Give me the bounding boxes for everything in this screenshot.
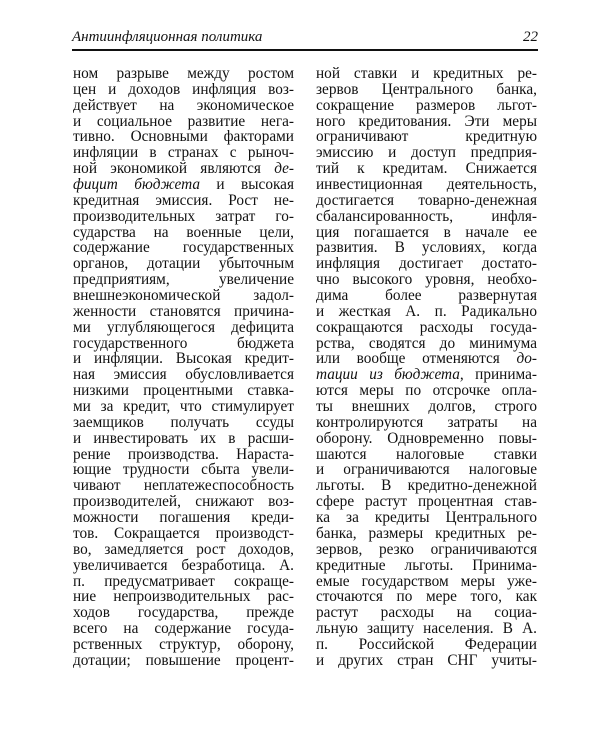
text-line: [316, 605, 537, 621]
text-segment: кредитные льготы. Принима-: [316, 556, 537, 574]
text-segment: сокращение размеров льгот-: [316, 96, 537, 114]
text-segment: и ограничиваются налоговые: [316, 461, 537, 479]
text-line: [316, 478, 537, 494]
text-line: [316, 272, 537, 288]
text-segment: ной ставки и кредитных ре-: [316, 65, 537, 82]
running-title: Антиинфляционная политика: [72, 29, 263, 45]
text-line: [316, 383, 537, 399]
italic-term: до-: [516, 350, 537, 368]
text-line: [316, 447, 537, 463]
italic-term: фицит бюджета: [73, 176, 200, 194]
text-column-right: [316, 66, 537, 669]
text-segment: п. Российской Федерации: [316, 635, 537, 653]
text-segment: ном разрыве между ростом: [73, 65, 294, 82]
text-segment: заемщиков получать ссуды: [73, 413, 294, 431]
text-segment: цен и доходов инфляция воз-: [73, 80, 294, 98]
text-segment: ной экономикой являются: [73, 160, 275, 178]
text-line: [73, 558, 294, 574]
text-line: [73, 98, 294, 114]
text-line: [73, 336, 294, 352]
text-line: [316, 542, 537, 558]
text-segment: ющие трудности сбыта увели-: [73, 461, 294, 479]
text-line: [73, 304, 294, 320]
text-segment: сточаются по мере того, как: [316, 588, 537, 606]
text-segment: всего на содержание госуда-: [73, 620, 294, 638]
text-line: [316, 336, 537, 352]
text-segment: органов, дотации убыточным: [73, 255, 294, 273]
text-segment: тий к кредитам. Снижается: [316, 160, 537, 178]
text-segment: и инфляции. Высокая кредит-: [73, 350, 294, 368]
text-segment: чивают неплатежеспособность: [73, 477, 294, 495]
text-line: [73, 161, 294, 177]
text-line: [73, 447, 294, 463]
text-line: [73, 114, 294, 130]
text-segment: ются меры по отсрочке опла-: [316, 382, 537, 400]
text-segment: ка за кредиты Центрального: [316, 509, 537, 527]
text-segment: действует на экономическое: [73, 96, 294, 114]
text-line: [73, 145, 294, 161]
text-line: [73, 288, 294, 304]
text-segment: женности становятся причина-: [73, 302, 294, 320]
text-line: [73, 66, 294, 82]
text-line: [73, 526, 294, 542]
text-segment: и жесткая А. п. Радикально: [316, 302, 537, 320]
text-line: [73, 383, 294, 399]
text-line: [73, 209, 294, 225]
text-segment: сфере растут процентная став-: [316, 493, 537, 511]
text-segment: зервов Центрального банка,: [316, 80, 537, 98]
text-segment: рение производства. Нараста-: [73, 445, 294, 463]
text-segment: оборону. Одновременно повы-: [316, 429, 537, 447]
text-column-left: [73, 66, 294, 669]
text-segment: чно высокого уровня, необхо-: [316, 271, 537, 289]
text-segment: производительных затрат го-: [73, 207, 294, 225]
text-segment: сбалансированность, инфля-: [316, 207, 537, 225]
text-segment: ного кредитования. Эти меры: [316, 112, 537, 130]
text-line: [73, 320, 294, 336]
italic-term: тации из бюджета,: [316, 366, 464, 384]
text-segment: ция погашается в начале ее: [316, 223, 537, 241]
text-segment: дима более развернутая: [316, 287, 537, 305]
text-line: [316, 621, 537, 637]
text-segment: сокращаются расходы госуда-: [316, 318, 537, 336]
text-line: [316, 320, 537, 336]
text-segment: ние непроизводительных рас-: [73, 588, 294, 606]
text-segment: рства, сводятся до минимума: [316, 334, 537, 352]
text-segment: государственного бюджета: [73, 334, 294, 352]
text-segment: внешнеэкономической задол-: [73, 287, 294, 305]
text-segment: ходов государства, прежде: [73, 604, 294, 622]
text-segment: тов. Сокращается производст-: [73, 524, 294, 542]
text-segment: и высокая: [200, 176, 294, 194]
text-line: [316, 574, 537, 590]
text-line: [73, 240, 294, 256]
text-line: [73, 272, 294, 288]
text-line: [316, 177, 537, 193]
text-line: [316, 399, 537, 415]
text-segment: инфляция достигает достато-: [316, 255, 537, 273]
text-line: [316, 240, 537, 256]
text-line: [316, 209, 537, 225]
text-line: [73, 605, 294, 621]
text-line: [73, 542, 294, 558]
page-number: 22: [523, 29, 538, 45]
text-line: [316, 193, 537, 209]
text-line: [73, 399, 294, 415]
text-segment: зервов, резко ограничиваются: [316, 540, 537, 558]
text-line: [316, 510, 537, 526]
text-segment: низкими процентными ставка-: [73, 382, 294, 400]
text-line: [316, 82, 537, 98]
text-line: [73, 82, 294, 98]
text-segment: увеличивается безработица. А.: [73, 556, 294, 574]
text-segment: ограничивают кредитную: [316, 128, 537, 146]
italic-term: де-: [274, 160, 294, 178]
text-line: [73, 637, 294, 653]
text-line: [316, 161, 537, 177]
text-line: [316, 351, 537, 367]
text-line: [316, 66, 537, 82]
text-line: [316, 494, 537, 510]
text-line: [73, 225, 294, 241]
text-line: [316, 256, 537, 272]
text-line: [73, 129, 294, 145]
text-segment: принима-: [463, 366, 537, 384]
text-line: [73, 462, 294, 478]
text-line: [73, 431, 294, 447]
text-segment: можности погашения креди-: [73, 509, 294, 527]
text-segment: льготы. В кредитно-денежной: [316, 477, 537, 495]
text-line: [73, 621, 294, 637]
text-segment: контролируются затраты на: [316, 413, 537, 431]
text-line: [316, 589, 537, 605]
text-line: [316, 114, 537, 130]
text-segment: шаются налоговые ставки: [316, 445, 537, 463]
text-segment: ты внешних долгов, строго: [316, 398, 537, 416]
text-segment: емые государством меры ужe-: [316, 572, 537, 590]
running-header: [72, 27, 538, 51]
text-line: [73, 574, 294, 590]
text-segment: и других стран СНГ учиты-: [316, 651, 537, 669]
text-segment: инвестиционная деятельность,: [316, 176, 537, 194]
text-line: [316, 129, 537, 145]
text-segment: и социальное развитие нега-: [73, 112, 294, 130]
text-line: [73, 177, 294, 193]
text-segment: содержание государственных: [73, 239, 294, 257]
text-segment: дотации; повышение процент-: [73, 651, 294, 669]
text-segment: и инвестировать их в расши-: [73, 429, 294, 447]
text-line: [73, 367, 294, 383]
text-line: [73, 256, 294, 272]
text-segment: ми за кредит, что стимулирует: [73, 398, 294, 416]
text-segment: сударства на военные цели,: [73, 223, 294, 241]
text-line: [316, 462, 537, 478]
text-segment: инфляции в странах с рыноч-: [73, 144, 294, 162]
text-segment: развития. В условиях, когда: [316, 239, 537, 257]
text-line: [316, 415, 537, 431]
text-line: [316, 637, 537, 653]
text-line: [316, 653, 537, 669]
text-line: [316, 526, 537, 542]
text-line: [73, 510, 294, 526]
text-segment: ная эмиссия обусловливается: [73, 366, 294, 384]
text-line: [73, 478, 294, 494]
text-segment: кредитная эмиссия. Рост не-: [73, 191, 294, 209]
text-line: [316, 225, 537, 241]
text-line: [73, 351, 294, 367]
text-segment: банка, размеры кредитных ре-: [316, 524, 537, 542]
text-segment: производителей, снижают воз-: [73, 493, 294, 511]
text-line: [316, 367, 537, 383]
text-segment: предприятиям, увеличение: [73, 271, 294, 289]
text-line: [73, 415, 294, 431]
text-line: [316, 558, 537, 574]
text-segment: ми углубляющегося дефицита: [73, 318, 294, 336]
text-line: [316, 145, 537, 161]
text-segment: достигается товарно-денежная: [316, 191, 537, 209]
text-line: [73, 589, 294, 605]
text-segment: тивно. Основными факторами: [73, 128, 294, 146]
text-segment: или вообще отменяются: [316, 350, 517, 368]
text-segment: п. предусматривает сокраще-: [73, 572, 294, 590]
text-line: [316, 98, 537, 114]
text-line: [316, 431, 537, 447]
text-segment: растут расходы на социа-: [316, 604, 537, 622]
text-segment: во, замедляется рост доходов,: [73, 540, 294, 558]
text-segment: льную защиту населения. В А.: [316, 620, 537, 638]
text-segment: рственных структур, оборону,: [73, 635, 294, 653]
text-line: [73, 653, 294, 669]
text-line: [73, 193, 294, 209]
text-line: [316, 304, 537, 320]
text-segment: эмиссию и доступ предприя-: [316, 144, 537, 162]
text-line: [316, 288, 537, 304]
text-line: [73, 494, 294, 510]
